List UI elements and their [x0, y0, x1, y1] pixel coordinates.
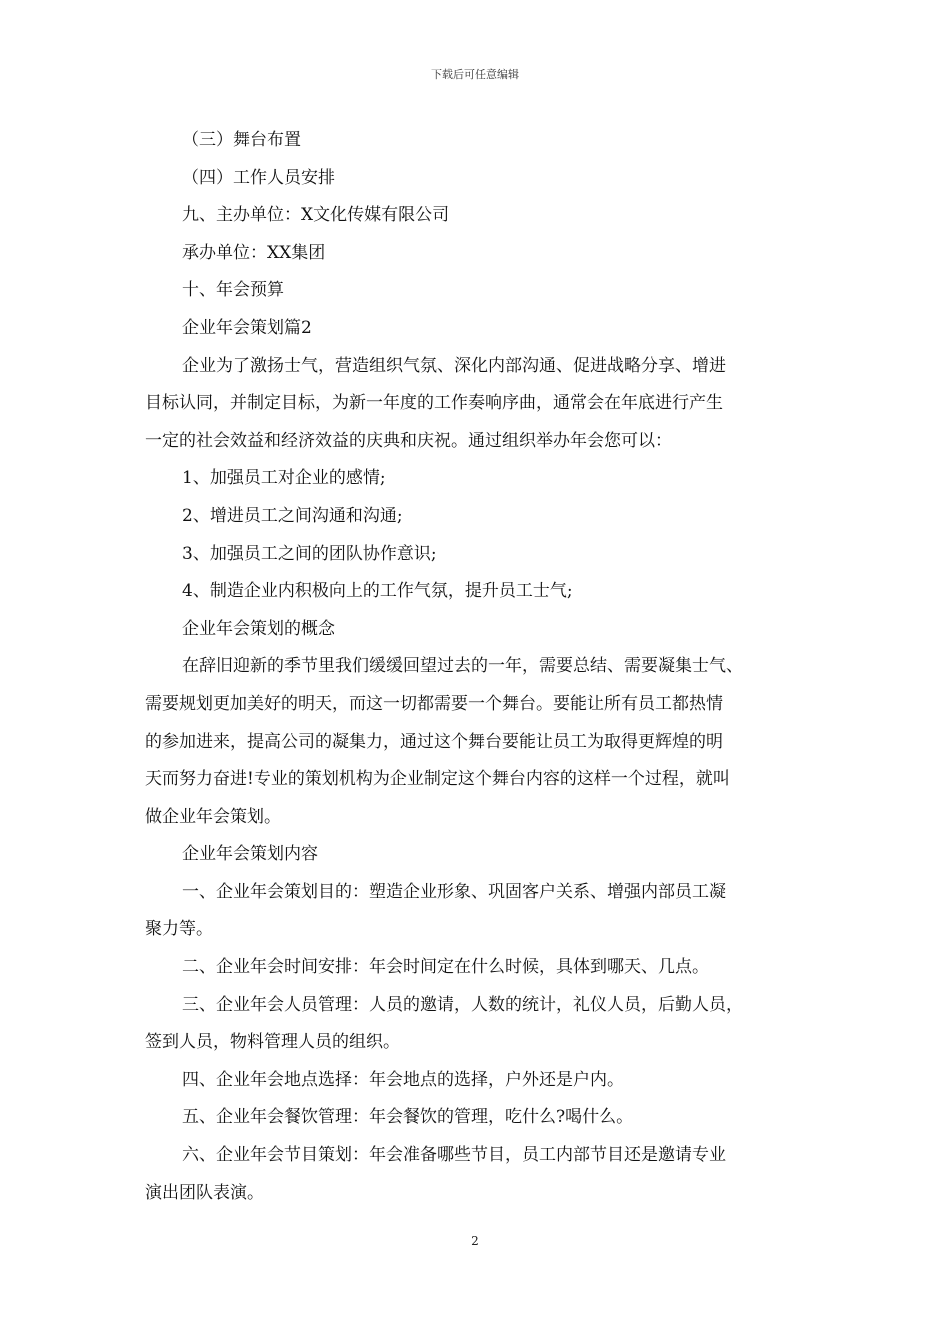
text-line: 2、增进员工之间沟通和沟通; [182, 505, 403, 526]
document-body [145, 122, 807, 1212]
text-line: 的参加进来，提高公司的凝集力，通过这个舞台要能让员工为取得更辉煌的明 [145, 731, 723, 752]
page-number: 2 [471, 1234, 479, 1248]
text-line: 九、主办单位：X文化传媒有限公司 [182, 205, 450, 226]
text-line: 天而努力奋进!专业的策划机构为企业制定这个舞台内容的这样一个过程，就叫 [145, 769, 730, 790]
text-line: 做企业年会策划。 [145, 806, 281, 827]
text-line: （三）舞台布置 [182, 130, 301, 150]
text-line: 三、企业年会人员管理：人员的邀请，人数的统计，礼仪人员，后勤人员， [182, 994, 743, 1015]
text-line: 一定的社会效益和经济效益的庆典和庆祝。通过组织举办年会您可以： [145, 430, 672, 451]
text-line: 六、企业年会节目策划：年会准备哪些节目，员工内部节目还是邀请专业 [182, 1145, 726, 1166]
text-line: 目标认同，并制定目标，为新一年度的工作奏响序曲，通常会在年底进行产生 [145, 393, 723, 414]
text-line: 五、企业年会餐饮管理：年会餐饮的管理，吃什么?喝什么。 [182, 1107, 634, 1128]
text-line: 在辞旧迎新的季节里我们缓缓回望过去的一年，需要总结、需要凝集士气、 [182, 656, 743, 677]
text-line: 一、企业年会策划目的：塑造企业形象、巩固客户关系、增强内部员工凝 [182, 881, 726, 902]
text-line: 1、加强员工对企业的感情; [182, 468, 386, 489]
text-line: 十、年会预算 [182, 280, 284, 301]
text-line: 演出团队表演。 [145, 1182, 264, 1203]
text-line: （四）工作人员安排 [182, 167, 335, 188]
text-line: 企业为了激扬士气，营造组织气氛、深化内部沟通、促进战略分享、增进 [182, 355, 726, 376]
text-line: 企业年会策划的概念 [182, 618, 335, 639]
text-line: 签到人员，物料管理人员的组织。 [145, 1032, 400, 1053]
text-line: 四、企业年会地点选择：年会地点的选择，户外还是户内。 [182, 1069, 624, 1090]
text-line: 二、企业年会时间安排：年会时间定在什么时候，具体到哪天、几点。 [182, 957, 709, 978]
header-note: 下载后可任意编辑 [431, 68, 519, 81]
text-line: 聚力等。 [145, 919, 213, 940]
text-line: 承办单位：XX集团 [182, 242, 326, 263]
text-line: 企业年会策划篇2 [182, 317, 312, 338]
text-line: 企业年会策划内容 [182, 844, 318, 865]
text-line: 需要规划更加美好的明天，而这一切都需要一个舞台。要能让所有员工都热情 [145, 693, 723, 714]
text-line: 3、加强员工之间的团队协作意识; [182, 543, 437, 564]
text-line: 4、制造企业内积极向上的工作气氛，提升员工士气; [182, 581, 573, 602]
